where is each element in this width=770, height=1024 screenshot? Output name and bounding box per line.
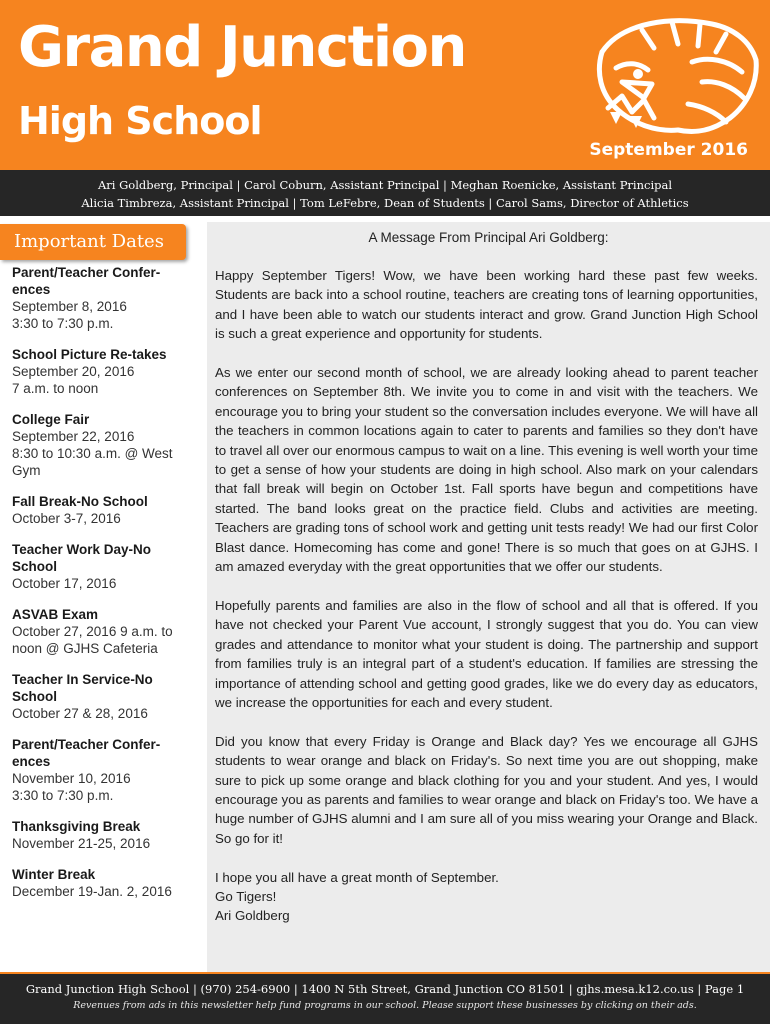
school-name-line1: Grand Junction xyxy=(18,15,466,80)
message-body xyxy=(215,266,758,945)
event-title: Thanksgiving Break xyxy=(12,819,141,834)
issue-date: September 2016 xyxy=(589,140,748,160)
event-title: College Fair xyxy=(12,412,90,427)
event-title: Teacher In Service-No School xyxy=(12,672,153,704)
staff-line-1: Ari Goldberg, Principal | Carol Coburn, Assistant Principal | Meghan Roenicke, Assistant Principal xyxy=(97,178,673,192)
event-title: Parent/Teacher Confer- ences xyxy=(12,265,161,297)
list-item xyxy=(12,346,194,397)
event-title: Teacher Work Day-No School xyxy=(12,542,152,574)
message-title: A Message From Principal Ari Goldberg: xyxy=(368,230,609,245)
footer-contact-line: Grand Junction High School | (970) 254-6900 | 1400 N 5th Street, Grand Junction CO 81501 | gjhs.mesa.k12.co.us | Page 1 xyxy=(25,982,745,996)
important-dates-heading: Important Dates xyxy=(0,224,186,260)
list-item xyxy=(12,541,194,592)
event-detail: October 17, 2016 xyxy=(12,576,117,591)
event-detail: November 10, 2016 3:30 to 7:30 p.m. xyxy=(12,771,131,803)
event-title: ASVAB Exam xyxy=(12,607,99,622)
list-item xyxy=(12,493,194,527)
event-title: Fall Break-No School xyxy=(12,494,148,509)
list-item xyxy=(12,411,194,479)
message-paragraph: Hopefully parents and families are also in the flow of school and all that is offered. If you have not checked your Parent Vue account, I strongly suggest that you do. You can view grades and attendance to monitor what your student is doing. The partnership and support from families truly is an integral part of a student's education. If families are stressing the importance of attending school and getting good grades, like we do every day as educators, we increase the opportunities for each and every student. xyxy=(215,597,758,710)
page-footer xyxy=(0,972,770,1024)
event-title: Winter Break xyxy=(12,867,96,882)
event-detail: September 20, 2016 7 a.m. to noon xyxy=(12,364,135,396)
staff-bar xyxy=(0,170,770,216)
principal-message-panel xyxy=(207,222,770,972)
message-paragraph: Happy September Tigers! Wow, we have been working hard these past few weeks. Students are back into a school routine, teachers are creating tons of learning opportunities, and I have been able to watch our students interact and grow. Grand Junction High School is such a great experience and opportunity for students. xyxy=(215,268,758,342)
event-detail: September 8, 2016 3:30 to 7:30 p.m. xyxy=(12,299,127,331)
event-title: School Picture Re-takes xyxy=(12,347,167,362)
list-item xyxy=(12,264,194,332)
message-paragraph: Did you know that every Friday is Orange and Black day? Yes we encourage all GJHS students to wear orange and black on Friday's. So next time you are out shopping, make sure to pick up some orange and black clothing for you and your student. And yes, I would encourage you as parents and families to wear orange and black on Friday's too. We have a huge number of GJHS alumni and I am sure all of you miss wearing your Orange and Black. So go for it! xyxy=(215,733,758,846)
message-paragraph: As we enter our second month of school, we are already looking ahead to parent teacher conferences on September 8th. We invite you to come in and visit with the teachers. We encourage you to bring your student so the conversation includes everyone. We will have all the teachers in common locations again to cater to parents and families so they don't have to travel all over our enormous campus to wait on a line. This evening is well worth your time to get a sense of how your students are doing in high school. Also mark on your calendars that fall break will begin on October 1st. Fall sports have begun and competitions have started. The band looks great on the practice field. Clubs and activities are meeting. Teachers are grading tons of school work and getting unit tests ready! We had our first Color Blast dance. Homecoming has come and gone! There is so much that goes on at GJHS. I am amazed everyday with the great opportunities that we offer our students. xyxy=(215,365,758,575)
event-detail: October 27 & 28, 2016 xyxy=(12,706,148,721)
list-item xyxy=(12,866,194,900)
list-item xyxy=(12,736,194,804)
message-closing: I hope you all have a great month of September. Go Tigers! Ari Goldberg xyxy=(215,869,499,924)
list-item xyxy=(12,818,194,852)
event-detail: October 3-7, 2016 xyxy=(12,511,121,526)
event-detail: September 22, 2016 8:30 to 10:30 a.m. @ West Gym xyxy=(12,429,173,478)
event-title: Parent/Teacher Confer- ences xyxy=(12,737,161,769)
list-item xyxy=(12,671,194,722)
list-item xyxy=(12,606,194,657)
masthead xyxy=(0,0,770,170)
footer-ad-note: Revenues from ads in this newsletter help fund programs in our school. Please support these businesses by clicking on their ads. xyxy=(73,1000,697,1011)
event-detail: November 21-25, 2016 xyxy=(12,836,151,851)
school-name-line2: High School xyxy=(18,99,262,143)
staff-line-2: Alicia Timbreza, Assistant Principal | Tom LeFebre, Dean of Students | Carol Sams, Director of Athletics xyxy=(81,196,689,210)
event-detail: December 19-Jan. 2, 2016 xyxy=(12,884,172,899)
event-detail: October 27, 2016 9 a.m. to noon @ GJHS Cafeteria xyxy=(12,624,173,656)
tiger-head-icon xyxy=(582,12,760,140)
important-dates-list xyxy=(12,264,194,914)
